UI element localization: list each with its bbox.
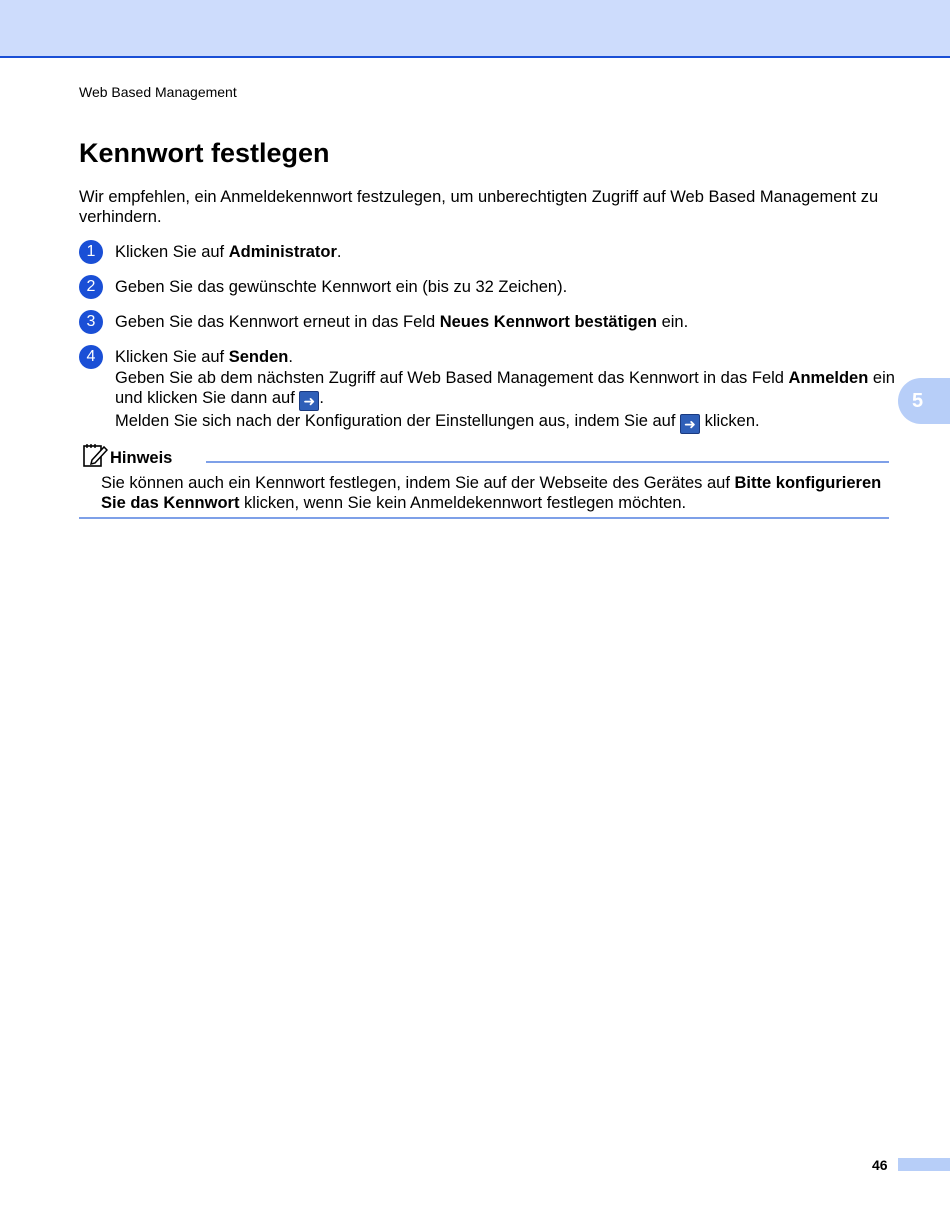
intro-paragraph: Wir empfehlen, ein Anmeldekennwort festzulegen, um unberechtigten Zugriff auf Web Based Management zu verhindern. — [79, 188, 879, 226]
note-pencil-icon — [82, 442, 108, 468]
step-4-field-name: Anmelden — [788, 368, 869, 387]
step-4-bold: Senden — [228, 348, 289, 366]
step-3-bold: Neues Kennwort bestätigen — [439, 313, 657, 331]
top-header-band — [0, 0, 950, 58]
step-4-text: Klicken Sie auf Senden. Geben Sie ab dem nächsten Zugriff auf Web Based Management das Kennwort in das Feld Anmelden ein und klicken Sie dann auf ➜ . Melden Sie sich nach der Konfiguration der Einstellungen aus, indem Sie auf ➜ klicken. — [115, 348, 895, 432]
step-2-number: 2 — [79, 275, 103, 299]
note-divider-top — [206, 461, 889, 463]
arrow-right-icon: ➜ — [299, 391, 319, 411]
step-1-bold: Administrator — [228, 243, 337, 261]
note-bold: Bitte konfigurieren Sie das Kennwort — [101, 474, 882, 512]
page-number: 46 — [872, 1157, 888, 1173]
chapter-tab: 5 — [898, 378, 950, 424]
note-label: Hinweis — [110, 449, 173, 467]
note-divider-bottom — [79, 517, 889, 519]
note-text: Sie können auch ein Kennwort festlegen, indem Sie auf der Webseite des Gerätes auf Bitte konfigurieren Sie das Kennwort klicken, wenn Sie kein Anmeldekennwort festlegen möchten. — [101, 474, 882, 512]
running-header: Web Based Management — [79, 84, 237, 100]
step-1-number: 1 — [79, 240, 103, 264]
step-3-number: 3 — [79, 310, 103, 334]
step-1-text: Klicken Sie auf Administrator. — [115, 243, 342, 261]
page-title: Kennwort festlegen — [79, 138, 330, 168]
step-3-text: Geben Sie das Kennwort erneut in das Feld Neues Kennwort bestätigen ein. — [115, 313, 689, 331]
step-4-number: 4 — [79, 345, 103, 369]
page-number-bar — [898, 1158, 950, 1171]
step-2-text: Geben Sie das gewünschte Kennwort ein (bis zu 32 Zeichen). — [115, 278, 568, 296]
arrow-right-icon: ➜ — [680, 414, 700, 434]
